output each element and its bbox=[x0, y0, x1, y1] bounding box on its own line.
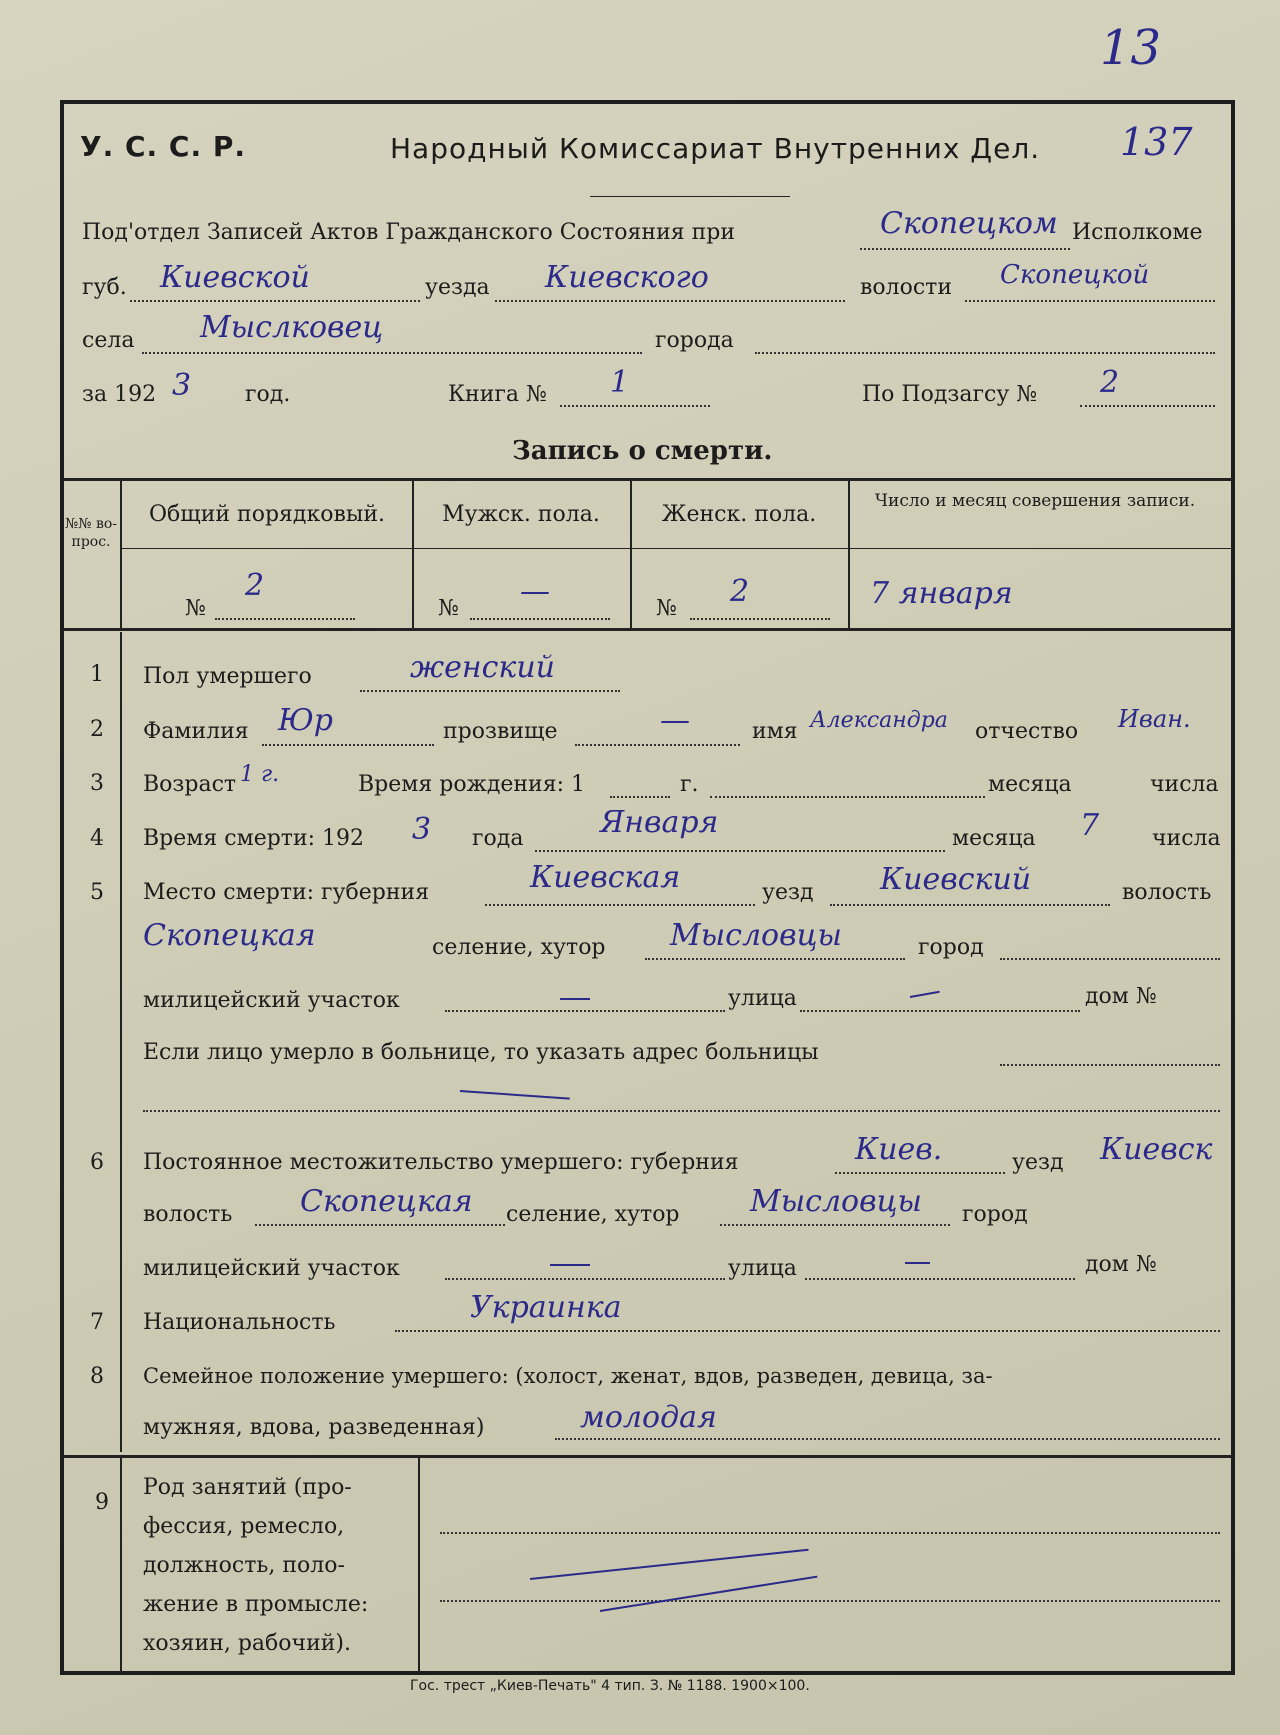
occupation-label-4: жение в промысле: bbox=[143, 1592, 369, 1617]
male-dotline bbox=[470, 618, 610, 620]
row-7-number: 7 bbox=[90, 1310, 104, 1335]
podzags-label: По Подзагсу № bbox=[862, 382, 1038, 407]
gorod-label: города bbox=[655, 328, 734, 353]
gub-label: губ. bbox=[82, 275, 127, 300]
residence-street-dotline bbox=[805, 1278, 1075, 1280]
col-divider-1 bbox=[120, 478, 122, 628]
female-num-prefix: № bbox=[656, 596, 677, 621]
residence-volost-label: волость bbox=[143, 1202, 233, 1227]
qnum-column-divider bbox=[120, 632, 122, 1452]
birth-year-dotline bbox=[610, 796, 670, 798]
col-qnum-header: №№ во- прос. bbox=[65, 516, 117, 550]
marital-dotline bbox=[555, 1438, 1220, 1440]
occupation-label-2: фессия, ремесло, bbox=[143, 1514, 345, 1539]
uezd-dotline bbox=[495, 300, 845, 302]
death-place-gorod-dotline bbox=[1000, 958, 1220, 960]
occupation-label-3: должность, поло- bbox=[143, 1553, 345, 1578]
row-2-number: 2 bbox=[90, 717, 104, 742]
occupation-num-divider bbox=[120, 1458, 122, 1673]
residence-mil-dash bbox=[550, 1264, 590, 1266]
col-divider-3 bbox=[630, 478, 632, 628]
residence-gub-value: Киев. bbox=[855, 1132, 943, 1167]
col-male-header: Мужск. пола. bbox=[442, 502, 600, 527]
handwritten-record-number: 137 bbox=[1120, 120, 1193, 164]
death-place-mil-label: милицейский участок bbox=[143, 988, 400, 1013]
occupation-dotline-1 bbox=[440, 1532, 1220, 1534]
surname-dotline bbox=[262, 744, 434, 746]
death-place-gub-value: Киевская bbox=[530, 860, 681, 895]
nationality-value: Украинка bbox=[470, 1290, 622, 1325]
hospital-dotline bbox=[1000, 1064, 1220, 1066]
death-place-selo-value: Мысловцы bbox=[670, 918, 842, 953]
death-year-value: 3 bbox=[412, 812, 432, 847]
row-9-number: 9 bbox=[95, 1490, 109, 1515]
death-day-label: числа bbox=[1152, 826, 1221, 851]
uezd-label: уезда bbox=[425, 275, 490, 300]
death-place-uezd-label: уезд bbox=[762, 880, 814, 905]
occupation-label-divider bbox=[418, 1458, 420, 1673]
male-num-value: — bbox=[520, 574, 550, 609]
executive-dotline bbox=[860, 248, 1070, 250]
volost-label: волости bbox=[860, 275, 953, 300]
death-year-label: года bbox=[472, 826, 524, 851]
selo-label: села bbox=[82, 328, 135, 353]
row-5-number: 5 bbox=[90, 880, 104, 905]
patronymic-value: Иван. bbox=[1118, 705, 1191, 733]
year-label-suffix: год. bbox=[245, 382, 291, 407]
row-4-number: 4 bbox=[90, 826, 104, 851]
death-day-value: 7 bbox=[1080, 808, 1100, 843]
female-num-value: 2 bbox=[730, 574, 750, 609]
col-female-header: Женск. пола. bbox=[661, 502, 817, 527]
year-value: 3 bbox=[172, 368, 192, 403]
table-bottom-border bbox=[62, 628, 1234, 631]
occupation-label-5: хозяин, рабочий). bbox=[143, 1631, 351, 1656]
residence-street-dash bbox=[905, 1262, 930, 1264]
patronymic-label: отчество bbox=[975, 719, 1079, 744]
selo-value: Мыслковец bbox=[200, 310, 384, 345]
death-month-dotline bbox=[535, 850, 945, 852]
corner-archive-number: 13 bbox=[1100, 20, 1162, 76]
death-place-mil-dash bbox=[560, 998, 590, 1000]
death-place-selo-label: селение, хутор bbox=[432, 935, 606, 960]
book-dotline bbox=[560, 405, 710, 407]
residence-house-label: дом № bbox=[1085, 1252, 1157, 1277]
year-label-prefix: за 192 bbox=[82, 382, 157, 407]
death-place-house-label: дом № bbox=[1085, 984, 1157, 1009]
residence-uezd-label: уезд bbox=[1012, 1150, 1064, 1175]
birth-month-label: месяца bbox=[988, 772, 1072, 797]
date-value: 7 января bbox=[870, 576, 1013, 611]
book-value: 1 bbox=[610, 365, 630, 400]
residence-street-label: улица bbox=[728, 1256, 797, 1281]
occupation-top-border bbox=[62, 1455, 1234, 1458]
residence-selo-value: Мысловцы bbox=[750, 1184, 922, 1219]
death-place-street-label: улица bbox=[728, 986, 797, 1011]
residence-gorod-label: город bbox=[962, 1202, 1028, 1227]
death-place-uezd-value: Киевский bbox=[880, 862, 1032, 897]
commissariat-title: Народный Комиссариат Внутренних Дел. bbox=[390, 132, 1041, 165]
table-header-underline bbox=[120, 548, 1234, 549]
col-date-header: Число и месяц совершения записи. bbox=[874, 491, 1196, 511]
sex-dotline bbox=[360, 690, 620, 692]
death-time-label: Время смерти: 192 bbox=[143, 826, 365, 851]
row-6-number: 6 bbox=[90, 1150, 104, 1175]
death-place-mil-dotline bbox=[445, 1010, 725, 1012]
residence-selo-label: селение, хутор bbox=[506, 1202, 680, 1227]
birth-day-label: числа bbox=[1150, 772, 1219, 797]
occupation-dotline-2 bbox=[440, 1600, 1220, 1602]
book-label: Книга № bbox=[448, 382, 547, 407]
death-place-uezd-dotline bbox=[830, 904, 1110, 906]
name-label: имя bbox=[752, 719, 798, 744]
col-divider-4 bbox=[848, 478, 850, 628]
death-place-street-dotline bbox=[800, 1010, 1080, 1012]
executive-value: Скопецком bbox=[880, 206, 1058, 241]
volost-dotline bbox=[965, 300, 1215, 302]
gorod-dotline bbox=[755, 352, 1215, 354]
row-8-number: 8 bbox=[90, 1364, 104, 1389]
sex-value: женский bbox=[410, 650, 555, 685]
occupation-label-1: Род занятий (про- bbox=[143, 1475, 352, 1500]
residence-gub-dotline bbox=[835, 1172, 1005, 1174]
hospital-dotline-2 bbox=[143, 1110, 1220, 1112]
death-place-label: Место смерти: губерния bbox=[143, 880, 430, 905]
birth-year-suffix: г. bbox=[680, 772, 699, 797]
death-month-label: месяца bbox=[952, 826, 1036, 851]
marital-label: Семейное положение умершего: (холост, женат, вдов, разведен, девица, за- bbox=[143, 1364, 993, 1388]
header-divider bbox=[590, 196, 790, 197]
birth-label: Время рождения: 1 bbox=[358, 772, 585, 797]
table-top-border bbox=[62, 478, 1234, 481]
general-num-prefix: № bbox=[185, 596, 206, 621]
sex-label: Пол умершего bbox=[143, 664, 312, 689]
row-1-number: 1 bbox=[90, 662, 104, 687]
nationality-label: Национальность bbox=[143, 1310, 336, 1335]
hospital-label: Если лицо умерло в больнице, то указать адрес больницы bbox=[143, 1040, 819, 1065]
death-place-volost-label: волость bbox=[1122, 880, 1212, 905]
row-3-number: 3 bbox=[90, 771, 104, 796]
marital-label-2: мужняя, вдова, разведенная) bbox=[143, 1415, 485, 1440]
name-value: Александра bbox=[810, 708, 948, 733]
general-dotline bbox=[215, 618, 355, 620]
office-prefix: Под'отдел Записей Актов Гражданского Состояния при bbox=[82, 220, 736, 245]
gub-value: Киевской bbox=[160, 260, 310, 295]
office-suffix: Исполкоме bbox=[1072, 220, 1203, 245]
col-general-header: Общий порядковый. bbox=[148, 502, 386, 527]
female-dotline bbox=[690, 618, 830, 620]
residence-mil-dotline bbox=[445, 1278, 725, 1280]
residence-volost-value: Скопецкая bbox=[300, 1184, 473, 1219]
general-num-value: 2 bbox=[245, 568, 265, 603]
record-title: Запись о смерти. bbox=[512, 436, 773, 466]
nickname-value: — bbox=[660, 703, 690, 738]
residence-selo-dotline bbox=[720, 1224, 950, 1226]
residence-uezd-value: Киевск bbox=[1100, 1132, 1213, 1167]
surname-label: Фамилия bbox=[143, 719, 249, 744]
death-place-gub-dotline bbox=[485, 904, 755, 906]
male-num-prefix: № bbox=[438, 596, 459, 621]
residence-label: Постоянное местожительство умершего: губерния bbox=[143, 1150, 739, 1175]
death-place-volost-value: Скопецкая bbox=[143, 918, 316, 953]
residence-mil-label: милицейский участок bbox=[143, 1256, 400, 1281]
death-place-selo-dotline bbox=[645, 958, 905, 960]
nickname-label: прозвище bbox=[443, 719, 558, 744]
volost-value: Скопецкой bbox=[1000, 260, 1150, 290]
col-divider-2 bbox=[412, 478, 414, 628]
republic-label: У. С. С. Р. bbox=[80, 130, 246, 163]
selo-dotline bbox=[142, 352, 642, 354]
age-value: 1 г. bbox=[240, 762, 280, 787]
podzags-dotline bbox=[1080, 405, 1215, 407]
death-month-value: Января bbox=[600, 805, 719, 840]
uezd-value: Киевского bbox=[545, 260, 709, 295]
podzags-value: 2 bbox=[1100, 365, 1120, 400]
nickname-dotline bbox=[575, 744, 740, 746]
printer-footer: Гос. трест „Киев-Печать" 4 тип. З. № 1188. 1900×100. bbox=[410, 1678, 810, 1694]
residence-volost-dotline bbox=[255, 1224, 505, 1226]
birth-month-dotline bbox=[710, 796, 985, 798]
death-place-gorod-label: город bbox=[918, 935, 984, 960]
marital-value: молодая bbox=[580, 1400, 717, 1435]
age-label: Возраст bbox=[143, 772, 237, 797]
gub-dotline bbox=[130, 300, 420, 302]
nationality-dotline bbox=[395, 1330, 1220, 1332]
surname-value: Юр bbox=[278, 703, 334, 738]
